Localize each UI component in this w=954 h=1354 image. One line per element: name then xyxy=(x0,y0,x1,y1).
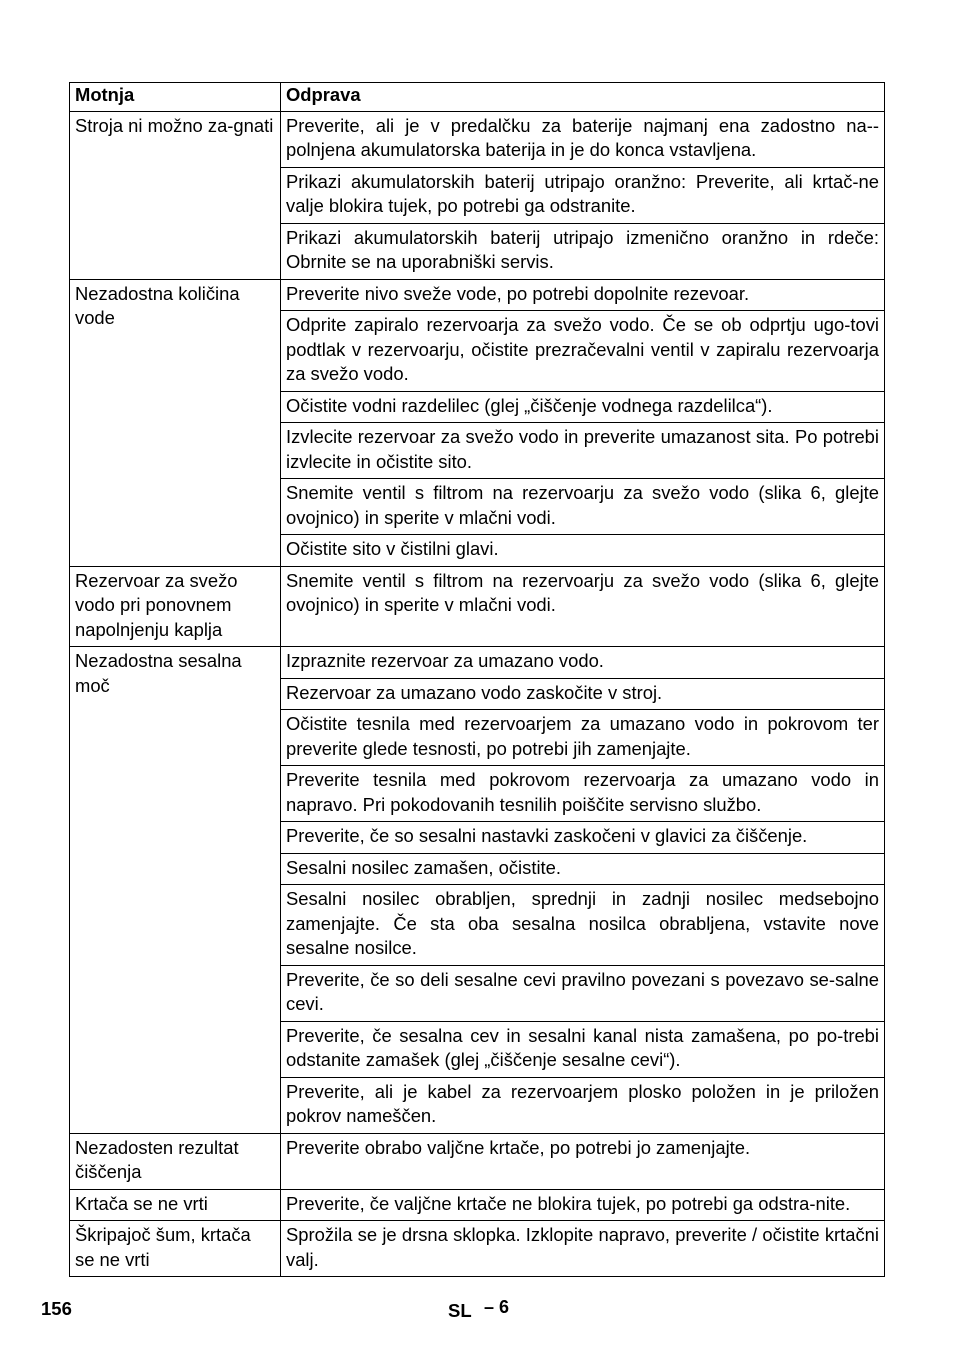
table-row xyxy=(70,279,885,311)
remedy-cell: Sesalni nosilec zamašen, očistite. xyxy=(281,853,885,885)
table-header xyxy=(70,83,885,112)
remedy-cell: Preverite, ali je v predalčku za baterije najmanj ena zadostno na-polnjena akumulatorska baterija in je do konca vstavljena. xyxy=(281,111,885,167)
remedy-cell: Očistite vodni razdelilec (glej „čiščenje vodnega razdelilca“). xyxy=(281,391,885,423)
table-row xyxy=(70,647,885,679)
symptom-cell: Stroja ni možno za-gnati xyxy=(70,111,281,279)
symptom-cell: Nezadostna količina vode xyxy=(70,279,281,566)
table-row xyxy=(70,111,885,167)
table-row xyxy=(70,1189,885,1221)
remedy-cell: Snemite ventil s filtrom na rezervoarju za svežo vodo (slika 6, glejte ovojnico) in sperite v mlačni vodi. xyxy=(281,479,885,535)
remedy-cell: Prikazi akumulatorskih baterij utripajo izmenično oranžno in rdeče: Obrnite se na uporabniški servis. xyxy=(281,223,885,279)
table-row xyxy=(70,1221,885,1277)
table-row xyxy=(70,566,885,647)
remedy-cell: Preverite, ali je kabel za rezervoarjem plosko položen in je priložen pokrov nameščen. xyxy=(281,1077,885,1133)
symptom-cell: Krtača se ne vrti xyxy=(70,1189,281,1221)
remedy-cell: Preverite, če valjčne krtače ne blokira tujek, po potrebi ga odstra-nite. xyxy=(281,1189,885,1221)
header-row xyxy=(70,83,885,112)
remedy-cell: Očistite tesnila med rezervoarjem za umazano vodo in pokrovom ter preverite glede tesnosti, po potrebi jih zamenjajte. xyxy=(281,710,885,766)
remedy-cell: Rezervoar za umazano vodo zaskočite v stroj. xyxy=(281,678,885,710)
remedy-cell: Izvlecite rezervoar za svežo vodo in preverite umazanost sita. Po potrebi izvlecite in očistite sito. xyxy=(281,423,885,479)
remedy-cell: Snemite ventil s filtrom na rezervoarju za svežo vodo (slika 6, glejte ovojnico) in sperite v mlačni vodi. xyxy=(281,566,885,647)
remedy-cell: Preverite tesnila med pokrovom rezervoarja za umazano vodo in napravo. Pri pokodovanih tesnilih poiščite servisno službo. xyxy=(281,766,885,822)
remedy-cell: Preverite nivo sveže vode, po potrebi dopolnite rezevoar. xyxy=(281,279,885,311)
remedy-cell: Očistite sito v čistilni glavi. xyxy=(281,535,885,567)
header-symptom: Motnja xyxy=(70,83,281,112)
language-code: SL xyxy=(448,1300,472,1321)
table-body xyxy=(70,111,885,1277)
remedy-cell: Preverite obrabo valjčne krtače, po potrebi jo zamenjajte. xyxy=(281,1133,885,1189)
remedy-cell: Prikazi akumulatorskih baterij utripajo oranžno: Preverite, ali krtač-ne valje blokira tujek, po potrebi ga odstranite. xyxy=(281,167,885,223)
remedy-cell: Sesalni nosilec obrabljen, sprednji in zadnji nosilec medsebojno zamenjajte. Če sta oba sesalna nosilca obrabljena, vstavite nove sesalne nosilce. xyxy=(281,885,885,966)
symptom-cell: Nezadostna sesalna moč xyxy=(70,647,281,1134)
remedy-cell: Preverite, če sesalna cev in sesalni kanal nista zamašena, po po-trebi odstanite zamašek (glej „čiščenje sesalne cevi“). xyxy=(281,1021,885,1077)
section-page-number: – 6 xyxy=(484,1297,510,1317)
remedy-cell: Izpraznite rezervoar za umazano vodo. xyxy=(281,647,885,679)
header-remedy: Odprava xyxy=(281,83,885,112)
table-row xyxy=(70,1133,885,1189)
remedy-cell: Sprožila se je drsna sklopka. Izklopite napravo, preverite / očistite krtačni valj. xyxy=(281,1221,885,1277)
remedy-cell: Preverite, če so sesalni nastavki zaskočeni v glavici za čiščenje. xyxy=(281,822,885,854)
symptom-cell: Nezadosten rezultat čiščenja xyxy=(70,1133,281,1189)
remedy-cell: Odprite zapiralo rezervoarja za svežo vodo. Če se ob odprtju ugo-tovi podtlak v rezervoarju, očistite prezračevalni ventil v zapiralu rezervoarja za svežo vodo. xyxy=(281,311,885,392)
page-number: 156 xyxy=(41,1298,72,1319)
symptom-cell: Škripajoč šum, krtača se ne vrti xyxy=(70,1221,281,1277)
symptom-cell: Rezervoar za svežo vodo pri ponovnem napolnjenju kaplja xyxy=(70,566,281,647)
troubleshooting-table xyxy=(69,82,885,1277)
remedy-cell: Preverite, če so deli sesalne cevi pravilno povezani s povezavo se-salne cevi. xyxy=(281,965,885,1021)
